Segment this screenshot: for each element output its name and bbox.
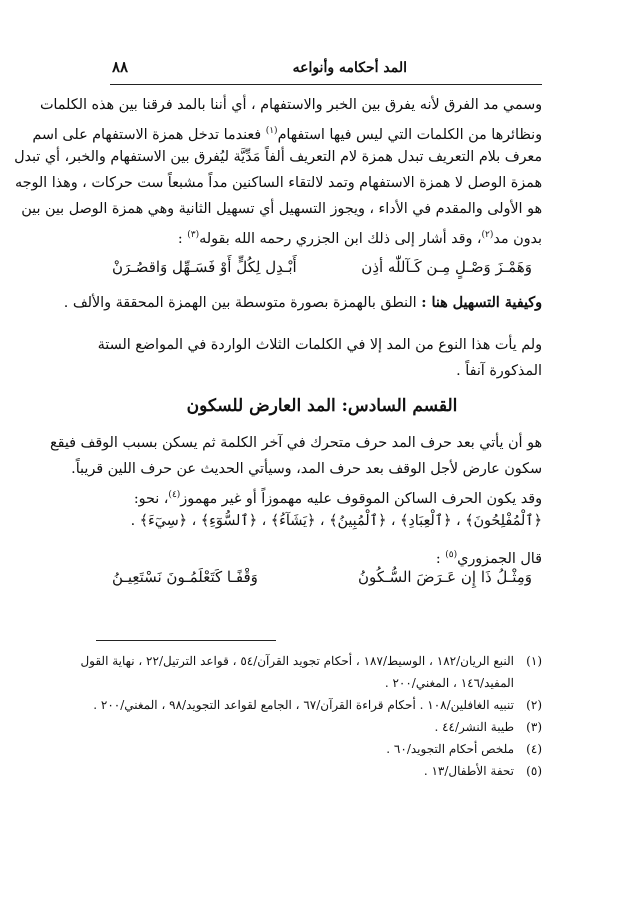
footnote-ref: (٥) <box>445 550 458 560</box>
text-line: ولم يأت هذا النوع من المد إلا في الكلمات الثلاث الواردة في المواضع الستة <box>97 337 542 353</box>
page-number: ٨٨ <box>112 58 129 76</box>
text-line: قال الجمزوري$^{(٥)}$ : <box>435 550 542 567</box>
text-line: ونظائرها من الكلمات التي ليس فيها استفهام$^{(١)}$ فعندما تدخل همزة الاستفهام على اسم <box>32 126 542 143</box>
verse-second-hemistich: وَقْفًـا كَتَعْلَمُـونَ نَسْتَعِيـنُ <box>112 568 258 586</box>
footnote-ref: (١) <box>265 126 278 136</box>
text-line: وقد يكون الحرف الساكن الموقوف عليه مهموزاً أو غير مهموز$^{(٤)}$، نحو: <box>133 490 542 507</box>
footnote-text: تنبيه الغافلين/١٠٨ . أحكام قراءة القرآن/٦٧ ، الجامع لقواعد التجويد/٩٨ ، المغني/٢٠٠ . <box>93 698 514 712</box>
verse-first-hemistich: وَمِثْـلُ ذَا إِن عَـرَضَ السُّـكُونُ <box>358 568 532 586</box>
footnote-text: المفيد/١٤٦ ، المغني/٢٠٠ . <box>384 676 514 690</box>
footnotes <box>80 650 542 782</box>
footnote-number: (١) <box>526 654 542 668</box>
text-line: هو أن يأتي بعد حرف المد حرف متحرك في آخر الكلمة ثم يسكن بسبب الوقف فيقع <box>49 435 542 451</box>
text-line: معرف بلام التعريف تبدل همزة لام التعريف ألفاً مَدِّيَّة ليُفرق بين الاستفهام والخبر، أي تبدل <box>14 149 542 165</box>
footnote <box>102 716 542 738</box>
footnote-ref: (٣) <box>187 230 200 240</box>
text-line: هو الأولى والمقدم في الأداء ، ويجوز التسهيل أي تسهيل الثانية وهي همزة الوصل بين بين <box>21 201 542 217</box>
running-header <box>110 58 542 85</box>
footnote <box>80 650 542 672</box>
verse-2 <box>102 568 542 598</box>
footnote-continuation <box>102 672 542 694</box>
footnote-number: (٣) <box>526 720 542 734</box>
text-line: وسمي مد الفرق لأنه يفرق بين الخبر والاستفهام ، أي أننا بالمد فرقنا بين هذه الكلمات <box>39 97 542 113</box>
text-line: همزة الوصل لا همزة الاستفهام وتمد لالتقاء الساكنين مداً مشبعاً ست حركات ، وهذا الوجه <box>14 175 542 191</box>
definition-label: وكيفية التسهيل هنا : <box>421 295 542 311</box>
text-line: سكون عارض لأجل الوقف بعد حرف المد، وسيأتي الحديث عن حرف اللين قريباً. <box>71 461 542 477</box>
text-line: المذكورة آنفاً . <box>456 363 542 379</box>
paragraph-2 <box>97 332 542 384</box>
footnote-text: النبع الريان/١٨٢ ، الوسيط/١٨٧ ، أحكام تجويد القرآن/٥٤ ، قواعد الترتيل/٢٢ ، نهاية القول <box>80 654 514 668</box>
footnote-text: تحفة الأطفال/١٣ . <box>423 764 514 778</box>
footnote <box>102 760 542 782</box>
text-line: وكيفية التسهيل هنا : النطق بالهمزة بصورة متوسطة بين الهمزة المحققة والألف . <box>63 295 542 311</box>
verse-first-hemistich: وَهَمْـزَ وَصْـلٍ مِـن كَـآللّٰه أذِن <box>361 258 532 276</box>
footnote <box>102 738 542 760</box>
footnote-number: (٤) <box>526 742 542 756</box>
tasheel-definition <box>63 290 542 316</box>
verse-second-hemistich: أَبْـدِل لِكُلٍّ أَوْ فَسَـهِّل وَاقصُـرَنْ <box>112 258 297 276</box>
footnote-ref: (٢) <box>481 230 494 240</box>
running-title: المد أحكامه وأنواعه <box>292 60 407 76</box>
quranic-examples: ﴿ٱلْمُفْلِحُونَ﴾ ، ﴿ٱلْعِبَادِ﴾ ، ﴿ٱلْمُبِينُ﴾ ، ﴿يَشَآءُ﴾ ، ﴿ٱلسُّوٓءِ﴾ ، ﴿سِيٓءَ﴾ . <box>130 513 542 529</box>
verse-1 <box>102 258 542 288</box>
footnote-ref: (٤) <box>168 490 181 500</box>
footnote-text: ملخص أحكام التجويد/٦٠ . <box>386 742 514 756</box>
footnote-separator <box>96 640 276 641</box>
footnote-text: طيبة النشر/٤٤ . <box>434 720 514 734</box>
footnote-number: (٥) <box>526 764 542 778</box>
paragraph-1 <box>14 92 542 248</box>
paragraph-3 <box>49 430 542 568</box>
section-heading: القسم السادس: المد العارض للسكون <box>186 396 458 416</box>
footnote <box>93 694 542 716</box>
text-line: بدون مد$^{(٢)}$، وقد أشار إلى ذلك ابن الجزري رحمه الله بقوله$^{(٣)}$ : <box>177 230 542 247</box>
footnote-number: (٢) <box>526 698 542 712</box>
